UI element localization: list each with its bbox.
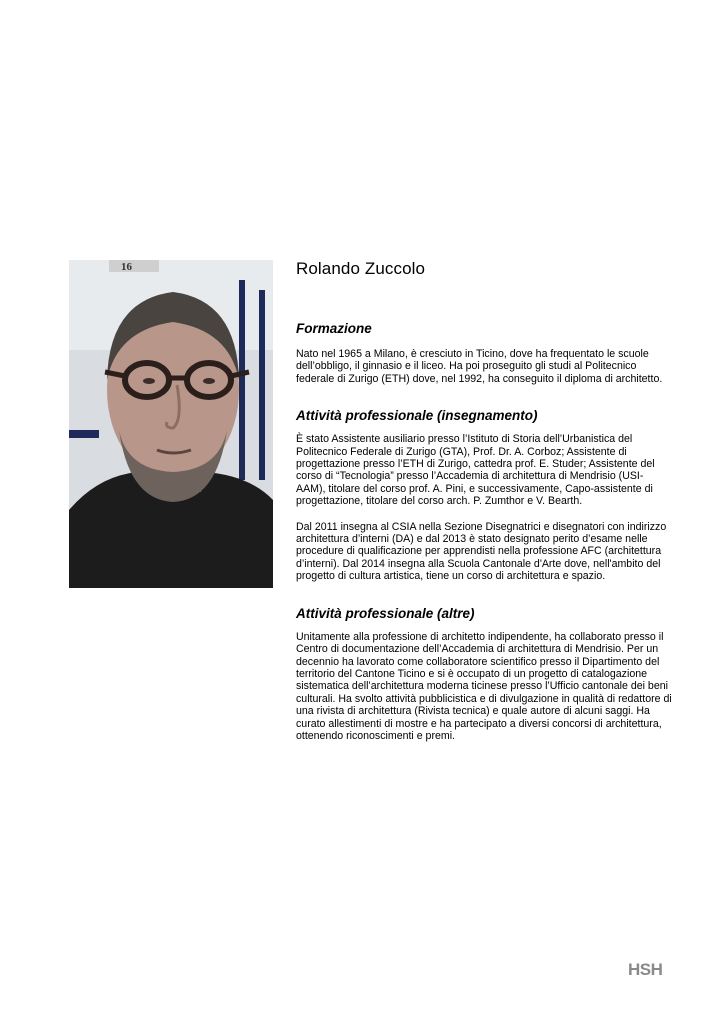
section-title-formazione: Formazione	[296, 321, 372, 336]
photo-sign-text: 16	[121, 261, 132, 273]
section-text-formazione: Nato nel 1965 a Milano, è cresciuto in Ticino, dove ha frequentato le scuole dell’obbligo, il ginnasio e il liceo. Ha poi proseguito gli studi al Politecnico federale di Zurigo (ETH) dove, nel 1992, ha conseguito il diploma di architetto.	[296, 348, 663, 385]
footer-logo	[628, 958, 668, 978]
section-text-insegnamento-2: Dal 2011 insegna al CSIA nella Sezione Disegnatrici e disegnatori con indirizzo architettura d’interni (DA) e dal 2013 è stato designato perito d’esame nelle procedure di qualificazione per apprendisti nella professione AFC (architettura d’interni). Dal 2014 insegna alla Scuola Cantonale d'Arte dove, nell'ambito del progetto di cultura artistica, tiene un corso di architettura e spazio.	[296, 520, 667, 583]
portrait-photo	[69, 260, 273, 588]
section-title-altre: Attività professionale (altre)	[296, 605, 475, 621]
section-title-insegnamento: Attività professionale (insegnamento)	[296, 408, 538, 424]
portrait-image	[69, 260, 273, 588]
bio-content	[296, 258, 672, 742]
logo-icon	[628, 958, 668, 978]
person-name: Rolando Zuccolo	[296, 259, 426, 278]
section-text-altre: Unitamente alla professione di architetto indipendente, ha collaborato presso il Centro di documentazione dell’Accademia di architettura di Mendrisio. Per un decennio ha lavorato come collaboratore scientifico presso il Dipartimento del territorio del Cantone Ticino e si è occupato di un progetto di catalogazione sistematica dell’architettura moderna ticinese presso l’Ufficio cantonale dei beni culturali. Ha svolto attività pubblicistica e di divulgazione in qualità di redattore di una rivista di architettura (Rivista tecnica) e quale autore di alcuni saggi. Ha curato allestimenti di mostre e ha partecipato a diversi concorsi di architettura, ottenendo riconoscimenti e premi.	[296, 630, 672, 742]
logo-text: HSH	[628, 960, 663, 978]
section-text-insegnamento-1: È stato Assistente ausiliario presso l’Istituto di Storia dell’Urbanistica del Politecnico Federale di Zurigo (GTA), Prof. Dr. A. Corboz; Assistente di progettazione presso l’ETH di Zurigo, cattedra prof. E. Studer; Assistente del corso di “Tecnologia” presso l’Accademia di architettura di Mendrisio (USI-AAM), titolare del corso prof. A. Pini, e successivamente, Capo-assistente di progettazione, titolare del corso arch. P. Zumthor e V. Bearth.	[296, 433, 655, 508]
